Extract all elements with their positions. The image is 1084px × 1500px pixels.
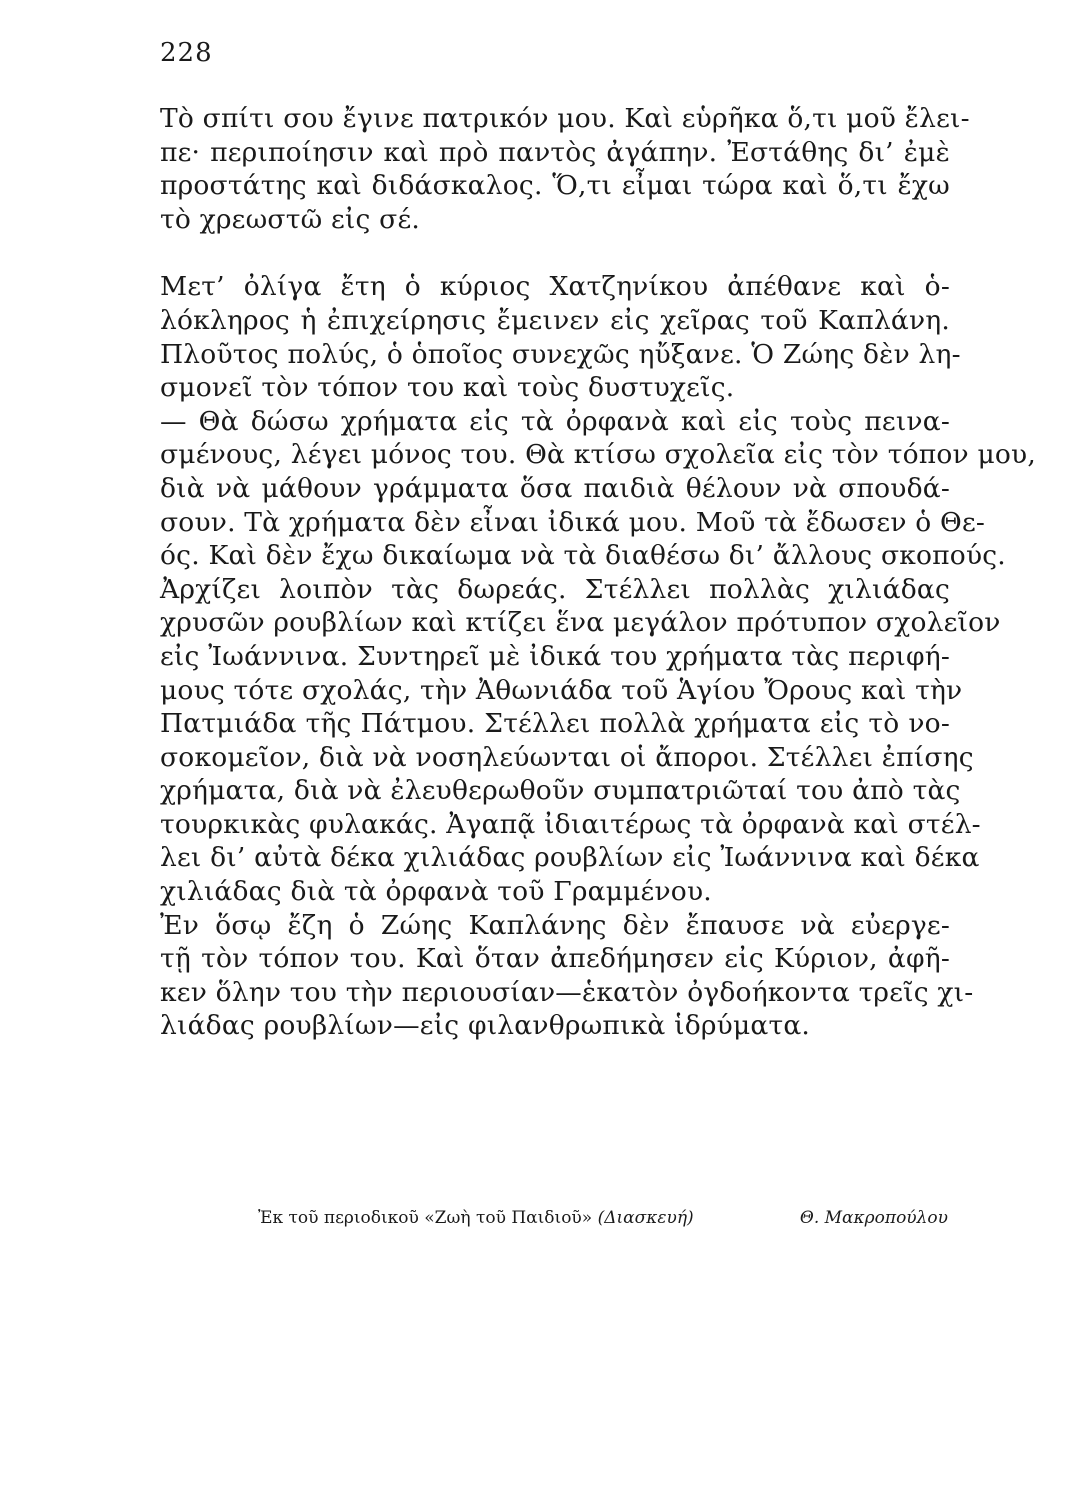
text-line: — Θὰ δώσω χρήματα εἰς τὰ ὀρφανὰ καὶ εἰς τοὺς πεινα-: [160, 405, 950, 437]
text-line: σουν. Τὰ χρήματα δὲν εἶναι ἰδικά μου. Μοῦ τὰ ἔδωσεν ὁ Θε-: [160, 506, 986, 538]
text-line: Μετ’ ὀλίγα ἔτη ὁ κύριος Χατζηνίκου ἀπέθανε καὶ ὁ-: [160, 271, 950, 303]
paragraph-1: [160, 102, 970, 236]
text-line: λιάδας ρουβλίων—εἰς φιλανθρωπικὰ ἱδρύματα.: [160, 1010, 811, 1042]
text-line: ός. Καὶ δὲν ἔχω δικαίωμα νὰ τὰ διαθέσω δι’ ἄλλους σκοπούς.: [160, 540, 1006, 572]
text-line: προστάτης καὶ διδάσκαλος. Ὅ,τι εἶμαι τώρα καὶ ὅ,τι ἔχω: [160, 170, 950, 202]
text-line: τῇ τὸν τόπον του. Καὶ ὅταν ἀπεδήμησεν εἰς Κύριον, ἀφῆ-: [160, 943, 950, 975]
source-citation: [258, 1208, 694, 1228]
paragraph-4: [160, 573, 1001, 909]
source-name: Ἐκ τοῦ περιοδικοῦ «Ζωὴ τοῦ Παιδιοῦ»: [258, 1208, 593, 1228]
text-line: λόκληρος ἡ ἐπιχείρησις ἔμεινεν εἰς χεῖρας τοῦ Καπλάνη.: [160, 304, 950, 336]
body-text: [160, 102, 1036, 1043]
text-line: κεν ὅλην του τὴν περιουσίαν—ἑκατὸν ὀγδοήκοντα τρεῖς χι-: [160, 976, 974, 1008]
text-line: λει δι’ αὐτὰ δέκα χιλιάδας ρουβλίων εἰς Ἰωάννινα καὶ δέκα: [160, 842, 980, 874]
paragraph-3: [160, 405, 1036, 573]
paragraph-gap: [160, 236, 950, 270]
text-line: χιλιάδας διὰ τὰ ὀρφανὰ τοῦ Γραμμένου.: [160, 876, 712, 908]
text-line: πε· περιποίησιν καὶ πρὸ παντὸς ἀγάπην. Ἐστάθης δι’ ἐμὲ: [160, 136, 950, 168]
text-line: σοκομεῖον, διὰ νὰ νοσηλεύωνται οἱ ἄποροι. Στέλλει ἐπίσης: [160, 741, 974, 773]
text-line: Πλοῦτος πολύς, ὁ ὁποῖος συνεχῶς ηὔξανε. Ὁ Ζώης δὲν λη-: [160, 338, 961, 370]
text-line: Πατμιάδα τῆς Πάτμου. Στέλλει πολλὰ χρήματα εἰς τὸ νο-: [160, 708, 950, 740]
text-line: τουρκικὰς φυλακάς. Ἀγαπᾷ ἰδιαιτέρως τὰ ὀρφανὰ καὶ στέλ-: [160, 808, 981, 840]
author-name: Θ. Μακροπούλου: [799, 1208, 948, 1228]
text-line: Ἀρχίζει λοιπὸν τὰς δωρεάς. Στέλλει πολλὰς χιλιάδας: [160, 573, 950, 605]
text-line: Τὸ σπίτι σου ἔγινε πατρικόν μου. Καὶ εὑρῆκα ὅ,τι μοῦ ἔλει-: [160, 103, 970, 134]
text-line: διὰ νὰ μάθουν γράμματα ὅσα παιδιὰ θέλουν νὰ σπουδά-: [160, 472, 950, 504]
adaptation-note: (Διασκευή): [597, 1208, 694, 1228]
text-line: σμονεῖ τὸν τόπον του καὶ τοὺς δυστυχεῖς.: [160, 372, 735, 404]
paragraph-2: [160, 270, 961, 404]
text-line: χρήματα, διὰ νὰ ἐλευθερωθοῦν συμπατριῶταί του ἀπὸ τὰς: [160, 775, 961, 807]
text-line: χρυσῶν ρουβλίων καὶ κτίζει ἕνα μεγάλον πρότυπον σχολεῖον: [160, 607, 1001, 639]
text-line: εἰς Ἰωάννινα. Συντηρεῖ μὲ ἰδικά του χρήματα τὰς περιφή-: [160, 640, 950, 672]
text-line: τὸ χρεωστῶ εἰς σέ.: [160, 203, 421, 235]
text-line: σμένους, λέγει μόνος του. Θὰ κτίσω σχολεῖα εἰς τὸν τόπον μου,: [160, 439, 1036, 471]
paragraph-5: [160, 909, 974, 1043]
text-line: Ἐν ὅσῳ ἔζη ὁ Ζώης Καπλάνης δὲν ἔπαυσε νὰ εὐεργε-: [160, 909, 950, 941]
source-credit: [258, 1208, 948, 1228]
page-number: 228: [160, 38, 213, 68]
text-line: μους τότε σχολάς, τὴν Ἀθωνιάδα τοῦ Ἁγίου Ὄρους καὶ τὴν: [160, 674, 963, 706]
